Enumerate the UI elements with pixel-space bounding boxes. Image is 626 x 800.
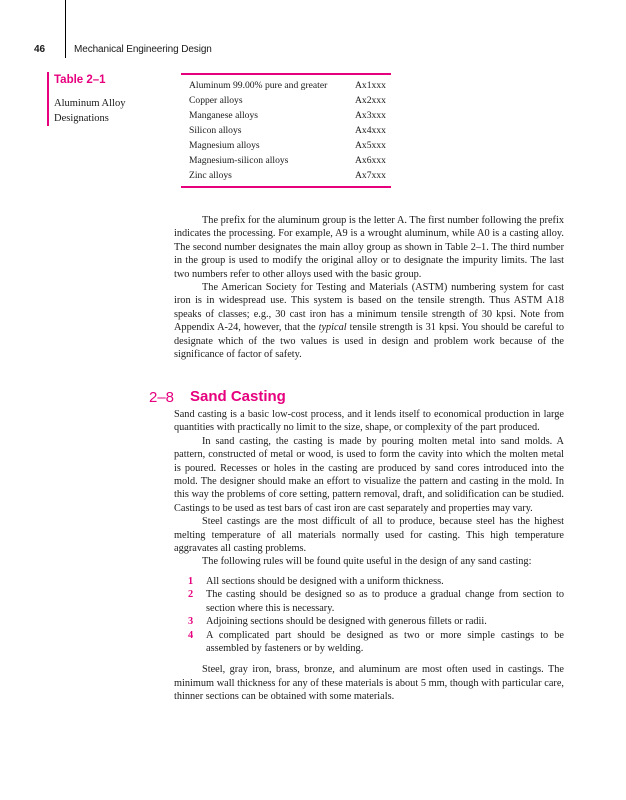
table-label: Table 2–1	[54, 74, 106, 86]
body-text-section	[174, 408, 564, 704]
section-title: Sand Casting	[190, 388, 286, 405]
rule-text: All sections should be designed with a uniform thickness.	[206, 575, 444, 587]
section-number: 2–8	[149, 389, 175, 406]
list-item	[174, 629, 564, 656]
header-vertical-rule	[65, 0, 66, 58]
table-row	[181, 93, 391, 108]
alloy-code: Ax7xxx	[355, 170, 386, 181]
rule-number: 1	[188, 575, 194, 587]
table-row	[181, 153, 391, 168]
rules-list	[174, 575, 564, 655]
paragraph-rules-intro: The following rules will be found quite useful in the design of any sand casting:	[202, 556, 532, 568]
alloy-code: Ax5xxx	[355, 140, 386, 151]
running-title: Mechanical Engineering Design	[74, 44, 212, 55]
paragraph-steel: Steel castings are the most difficult of all to produce, because steel has the highest melting temperature of all materials normally used for casting. This high temperature aggravates all casting problems.	[174, 516, 564, 555]
paragraph-astm: The American Society for Testing and Materials (ASTM) numbering system for cast iron is in widespread use. This system is based on the tensile strength. Thus ASTM A18 speaks of classes; e.g., 30 cast iron has a minimum tensile strength of 30 kpsi. Note from Appendix A-24, however, that the typical tensile strength is 31 kpsi. You should be careful to designate which of the two values is used in design and problem work because of the significance of factor of safety.	[174, 282, 564, 361]
list-item	[174, 588, 564, 615]
paragraph-materials: Steel, gray iron, brass, bronze, and aluminum are most often used in castings. The minimum wall thickness for any of these materials is about 5 mm, though with particular care, thinner sections can be obtained with some materials.	[174, 664, 564, 703]
alloy-code: Ax1xxx	[355, 80, 386, 91]
page-number: 46	[34, 44, 46, 55]
alloy-code: Ax6xxx	[355, 155, 386, 166]
alloy-name: Aluminum 99.00% pure and greater	[189, 80, 328, 91]
rule-number: 2	[188, 589, 194, 601]
alloy-name: Zinc alloys	[189, 170, 232, 181]
table-row	[181, 168, 391, 183]
rule-number: 3	[188, 616, 194, 628]
table-row	[181, 108, 391, 123]
table-description: Aluminum Alloy Designations	[54, 98, 126, 124]
alloy-code: Ax3xxx	[355, 110, 386, 121]
rule-text: The casting should be designed so as to produce a gradual change from section to section where this is necessary.	[206, 589, 564, 614]
rule-number: 4	[188, 629, 194, 641]
alloy-table	[181, 73, 391, 188]
rule-text: Adjoining sections should be designed with generous fillets or radii.	[206, 616, 487, 628]
paragraph-aluminum-prefix: The prefix for the aluminum group is the letter A. The first number following the prefix indicates the processing. For example, A9 is a wrought aluminum, while A0 is a casting alloy. The second number designates the main alloy group as shown in Table 2–1. The third number in the group is used to modify the original alloy or to designate the impurity limits. The last two numbers refer to other alloys used with the basic group.	[174, 215, 564, 280]
list-item	[174, 575, 564, 588]
alloy-name: Silicon alloys	[189, 125, 242, 136]
emphasis-typical: typical	[318, 322, 347, 334]
table-row	[181, 78, 391, 93]
table-row	[181, 138, 391, 153]
paragraph-process: In sand casting, the casting is made by pouring molten metal into sand molds. A pattern, constructed of metal or wood, is used to form the cavity into which the molten metal is poured. Recesses or holes in the casting are produced by sand cores introduced into the mold. The designer should make an effort to visualize the pattern and casting in the mold. In this way the problems of core setting, pattern removal, draft, and solidification can be studied. Castings to be used as test bars of cast iron are cast separately and properties may vary.	[174, 435, 564, 514]
table-row	[181, 123, 391, 138]
alloy-code: Ax2xxx	[355, 95, 386, 106]
alloy-code: Ax4xxx	[355, 125, 386, 136]
alloy-name: Manganese alloys	[189, 110, 259, 121]
list-item	[174, 615, 564, 628]
alloy-name: Magnesium-silicon alloys	[189, 155, 289, 166]
alloy-name: Magnesium alloys	[189, 140, 260, 151]
rule-text: A complicated part should be designed as two or more simple castings to be assembled by fasteners or by welding.	[206, 629, 564, 654]
alloy-name: Copper alloys	[189, 95, 243, 106]
table-caption	[47, 72, 175, 126]
paragraph-intro: Sand casting is a basic low-cost process, and it lends itself to economical production in large quantities with practically no limit to the size, shape, or complexity of the part produced.	[174, 409, 564, 434]
body-text-top	[174, 214, 564, 361]
